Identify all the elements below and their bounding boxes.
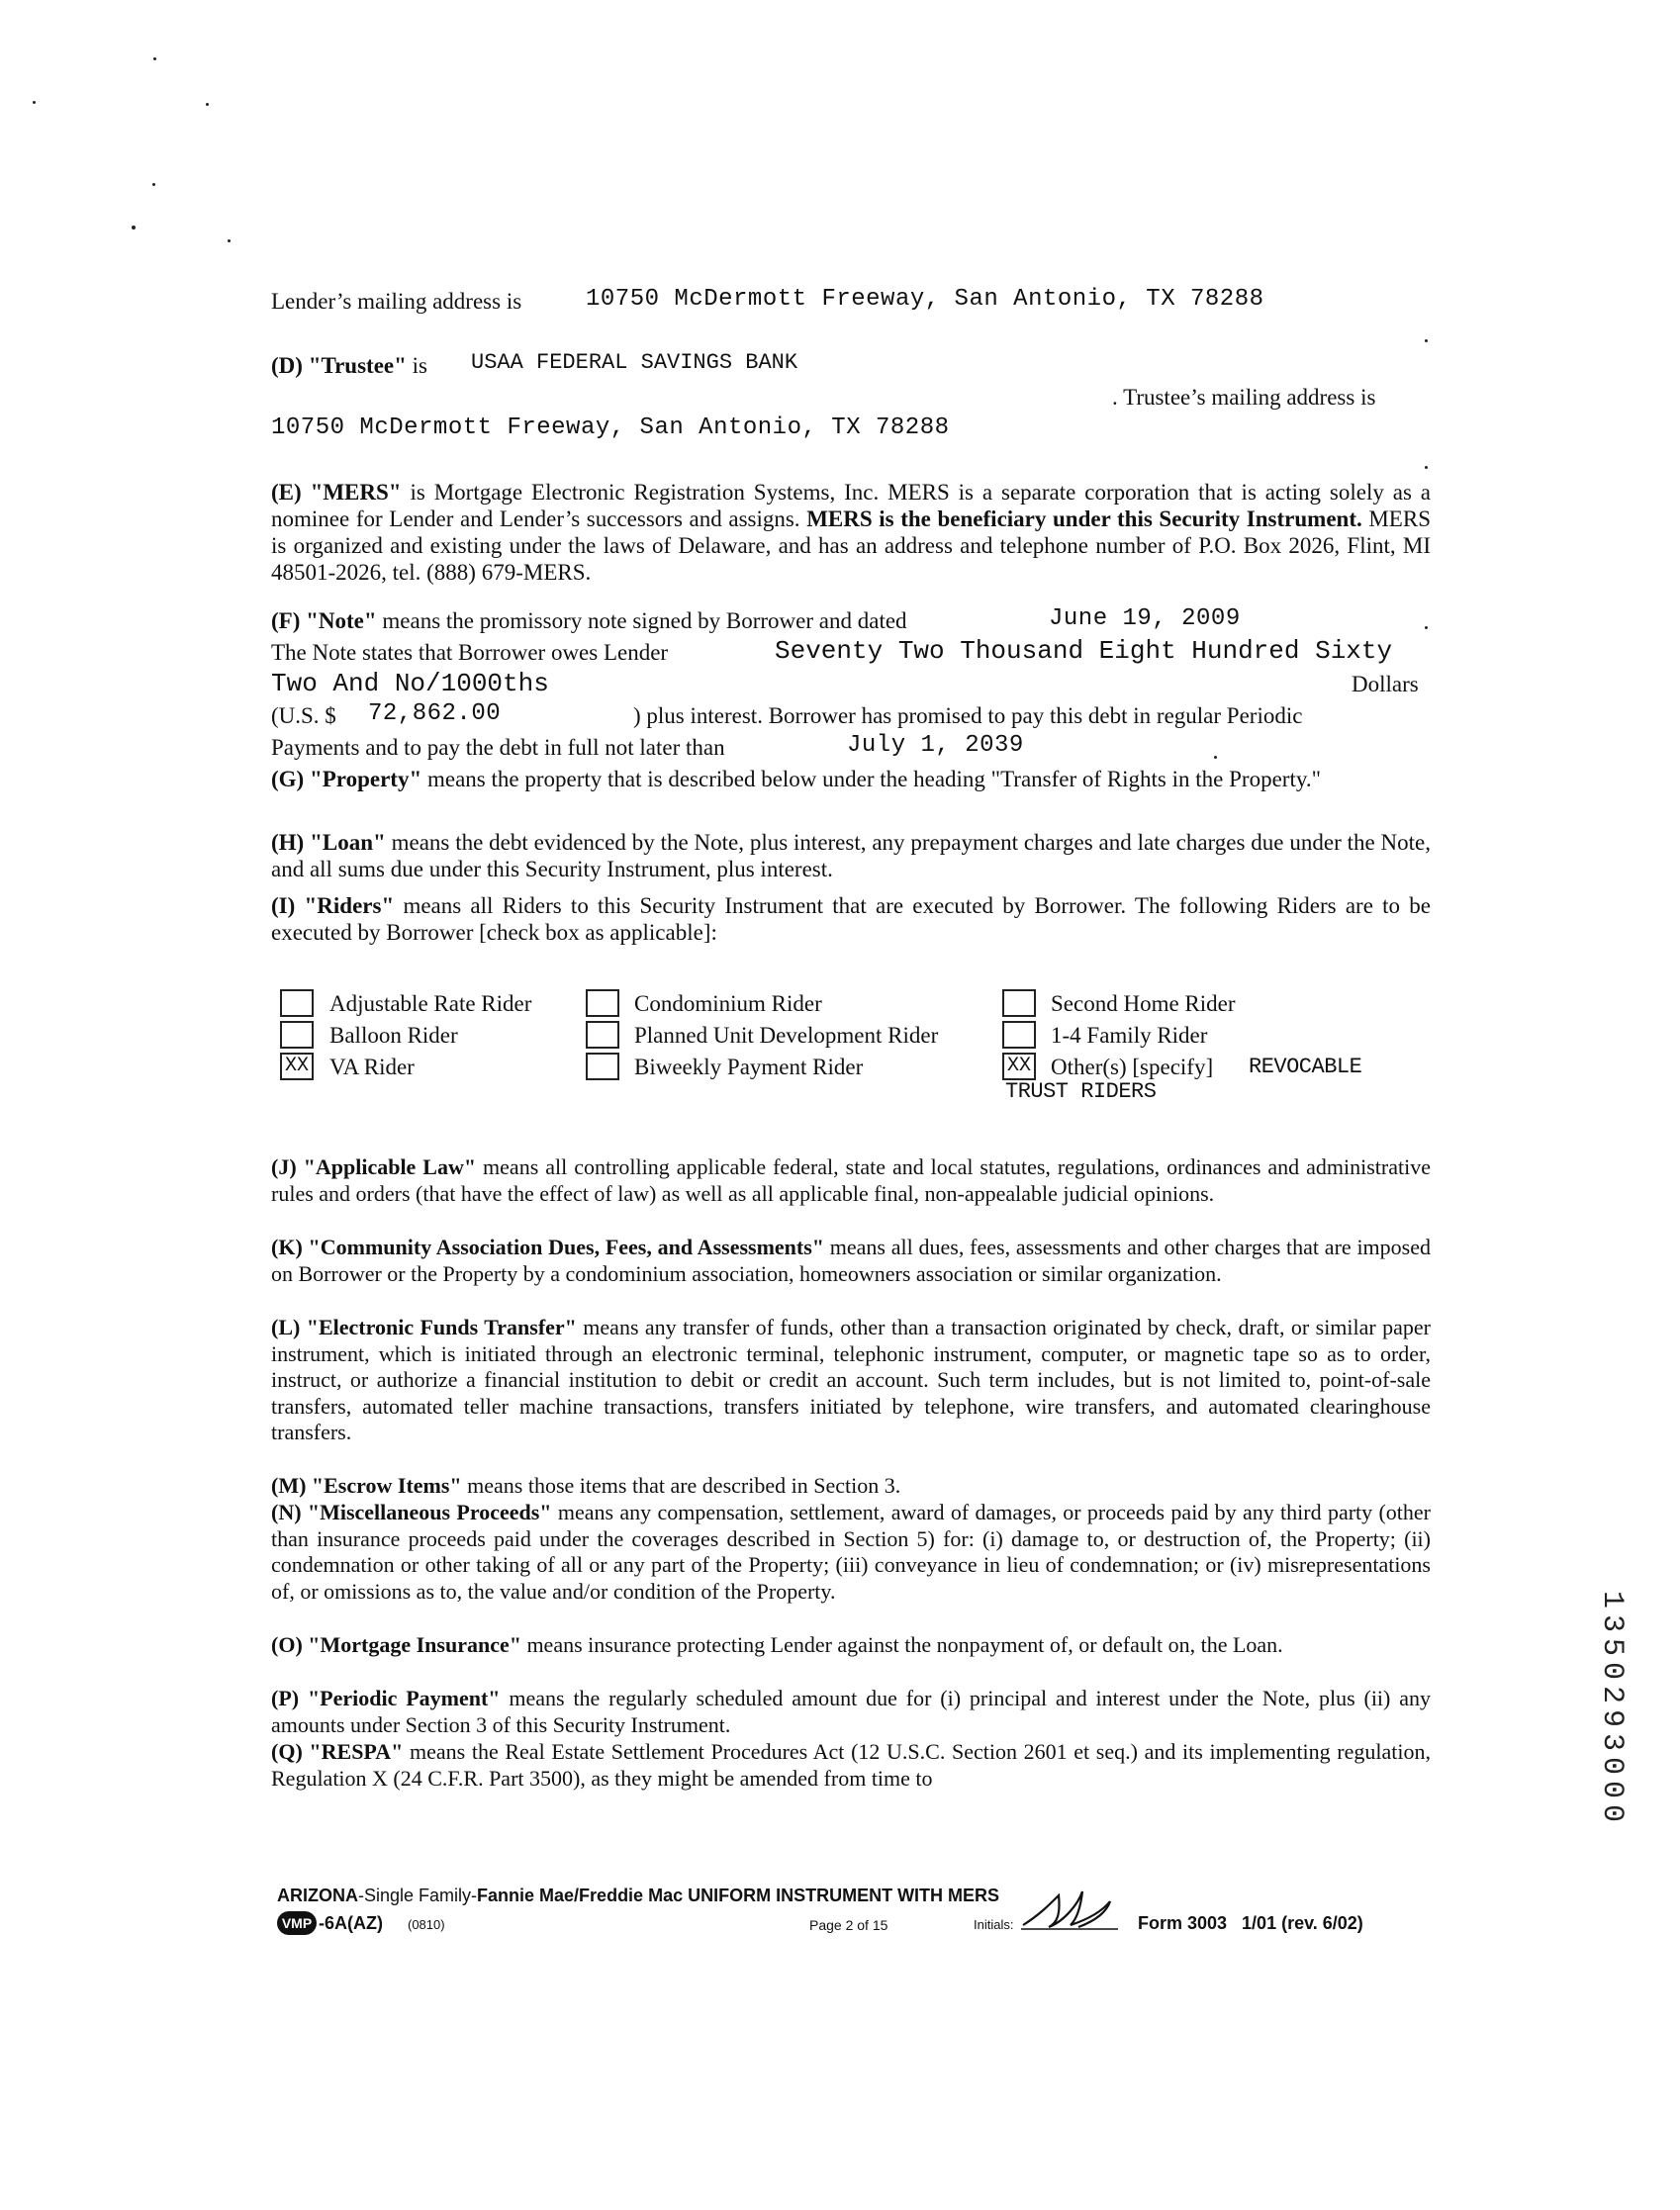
other-rider-specify-1: REVOCABLE <box>1249 1055 1362 1079</box>
blank-line-dot <box>1425 466 1428 469</box>
planned-unit-development-rider-label: Planned Unit Development Rider <box>634 1023 939 1048</box>
lender-address-label: Lender’s mailing address is <box>271 289 522 314</box>
planned-unit-development-rider-checkbox[interactable] <box>586 1021 619 1049</box>
footer-form-number: Form 3003 1/01 (rev. 6/02) <box>1138 1913 1363 1933</box>
condominium-rider-label: Condominium Rider <box>634 991 822 1016</box>
note-definition-line1: (F) "Note" means the promissory note signed by Borrower and dated <box>271 608 907 633</box>
definition-escrow-items: (M) "Escrow Items" means those items that are described in Section 3. <box>271 1473 901 1498</box>
trustee-address-label: . Trustee’s mailing address is <box>1112 385 1376 410</box>
footer-form-code-date: (0810) <box>408 1917 445 1932</box>
scan-speck <box>152 183 155 186</box>
other-rider-label: Other(s) [specify] <box>1051 1055 1214 1079</box>
definition-mortgage-insurance: (O) "Mortgage Insurance" means insurance protecting Lender against the nonpayment of, or default on, the Loan. <box>271 1632 1283 1657</box>
adjustable-rate-rider-label: Adjustable Rate Rider <box>329 991 532 1016</box>
scan-speck <box>33 101 36 104</box>
note-date: June 19, 2009 <box>1049 605 1241 632</box>
document-id-stamp: 1350293000 <box>1595 1591 1629 1829</box>
trustee-address-value: 10750 McDermott Freeway, San Antonio, TX 78288 <box>271 414 950 441</box>
one-four-family-rider-label: 1-4 Family Rider <box>1051 1023 1208 1048</box>
note-amount-words-1: Seventy Two Thousand Eight Hundred Sixty <box>775 636 1393 666</box>
vmp-logo: VMP <box>277 1911 317 1935</box>
footer-form-code: -6A(AZ) <box>319 1913 383 1933</box>
definition-electronic-funds-transfer: (L) "Electronic Funds Transfer" means any transfer of funds, other than a transaction originated by check, draft, or similar paper instrument, which is initiated through an electronic terminal, telephonic instrument, computer, or magnetic tape so as to order, instruct, or authorize a financial institution to debit or credit an account. Such term includes, but is not limited to, point-of-sale transfers, automated teller machine transactions, transfers initiated by telephone, wire transfers, and automated clearinghouse transfers. <box>271 1315 1431 1444</box>
trustee-label: (D) "Trustee" is <box>271 353 427 378</box>
footer-form-title: ARIZONA-Single Family-Fannie Mae/Freddie Mac UNIFORM INSTRUMENT WITH MERS <box>277 1886 1000 1905</box>
definition-community-association-dues: (K) "Community Association Dues, Fees, and Assessments" means all dues, fees, assessments and other charges that are imposed on Borrower or the Property by a condominium association, homeowners association or similar organization. <box>271 1235 1431 1286</box>
other-rider-specify-2: TRUST RIDERS <box>1005 1079 1157 1104</box>
trustee-name: USAA FEDERAL SAVINGS BANK <box>471 350 798 375</box>
definition-property: (G) "Property" means the property that is described below under the heading "Transfer of Rights in the Property." <box>271 767 1321 791</box>
definition-periodic-payment: (P) "Periodic Payment" means the regularly scheduled amount due for (i) principal and interest under the Note, plus (ii) any amounts under Section 3 of this Security Instrument. <box>271 1686 1431 1737</box>
balloon-rider-label: Balloon Rider <box>329 1023 458 1048</box>
blank-line-dot <box>1425 339 1428 342</box>
lender-address-value: 10750 McDermott Freeway, San Antonio, TX 78288 <box>586 286 1264 313</box>
blank-line-dot <box>1425 626 1428 629</box>
scan-speck <box>132 226 136 230</box>
definition-applicable-law: (J) "Applicable Law" means all controlling applicable federal, state and local statutes, regulations, ordinances and administrative rules and orders (that have the effect of law) as well as all applicable final, non-appealable judicial opinions. <box>271 1154 1431 1206</box>
dollars-label: Dollars <box>1352 672 1419 696</box>
one-four-family-rider-checkbox[interactable] <box>1002 1021 1036 1049</box>
us-dollar-prefix: (U.S. $ <box>271 703 336 728</box>
definition-respa: (Q) "RESPA" means the Real Estate Settlement Procedures Act (12 U.S.C. Section 2601 et seq.) and its implementing regulation, Regulation X (24 C.F.R. Part 3500), as they might be amended from time to <box>271 1739 1432 1791</box>
blank-line-dot <box>1214 756 1217 759</box>
definition-mers: (E) "MERS" is Mortgage Electronic Registration Systems, Inc. MERS is a separate corporation that is acting solely as a nominee for Lender and Lender’s successors and assigns. MERS is the beneficiary under this Security Instrument. MERS is organized and existing under the laws of Delaware, and has an address and telephone number of P.O. Box 2026, Flint, MI 48501-2026, tel. (888) 679-MERS. <box>271 480 1432 585</box>
footer-initials-label: Initials: <box>974 1917 1014 1932</box>
definition-miscellaneous-proceeds: (N) "Miscellaneous Proceeds" means any compensation, settlement, award of damages, or proceeds paid by any third party (other than insurance proceeds paid under the coverages described in Section 5) for: (i) damage to, or destruction of, the Property; (ii) condemnation or other taking of all or any part of the Property; (iii) conveyance in lieu of condemnation; or (iv) misrepresentations of, or omissions as to, the value and/or condition of the Property. <box>271 1500 1431 1604</box>
definition-riders: (I) "Riders" means all Riders to this Security Instrument that are executed by Borrower. The following Riders are to be executed by Borrower [check box as applicable]: <box>271 893 1431 945</box>
footer-page-number: Page 2 of 15 <box>809 1917 888 1933</box>
note-maturity-date: July 1, 2039 <box>847 732 1024 759</box>
definition-loan: (H) "Loan" means the debt evidenced by the Note, plus interest, any prepayment charges and late charges due under the Note, and all sums due under this Security Instrument, plus interest. <box>271 830 1431 881</box>
note-interest-text: ) plus interest. Borrower has promised to pay this debt in regular Periodic <box>633 703 1303 728</box>
scan-speck <box>206 103 209 106</box>
scan-speck <box>153 57 156 60</box>
second-home-rider-checkbox[interactable] <box>1002 989 1036 1017</box>
scan-speck <box>228 239 231 242</box>
va-rider-checkbox[interactable]: XX <box>280 1053 314 1080</box>
adjustable-rate-rider-checkbox[interactable] <box>280 989 314 1017</box>
second-home-rider-label: Second Home Rider <box>1051 991 1236 1016</box>
note-amount-words-2: Two And No/1000ths <box>271 669 549 698</box>
other-rider-checkbox[interactable]: XX <box>1002 1053 1036 1080</box>
note-payment-label: Payments and to pay the debt in full not later than <box>271 735 725 760</box>
va-rider-label: VA Rider <box>329 1055 415 1079</box>
initials-signature <box>1019 1886 1128 1935</box>
condominium-rider-checkbox[interactable] <box>586 989 619 1017</box>
note-amount: 72,862.00 <box>368 700 502 727</box>
biweekly-payment-rider-checkbox[interactable] <box>586 1053 619 1080</box>
biweekly-payment-rider-label: Biweekly Payment Rider <box>634 1055 864 1079</box>
note-owes-label: The Note states that Borrower owes Lender <box>271 640 669 665</box>
balloon-rider-checkbox[interactable] <box>280 1021 314 1049</box>
